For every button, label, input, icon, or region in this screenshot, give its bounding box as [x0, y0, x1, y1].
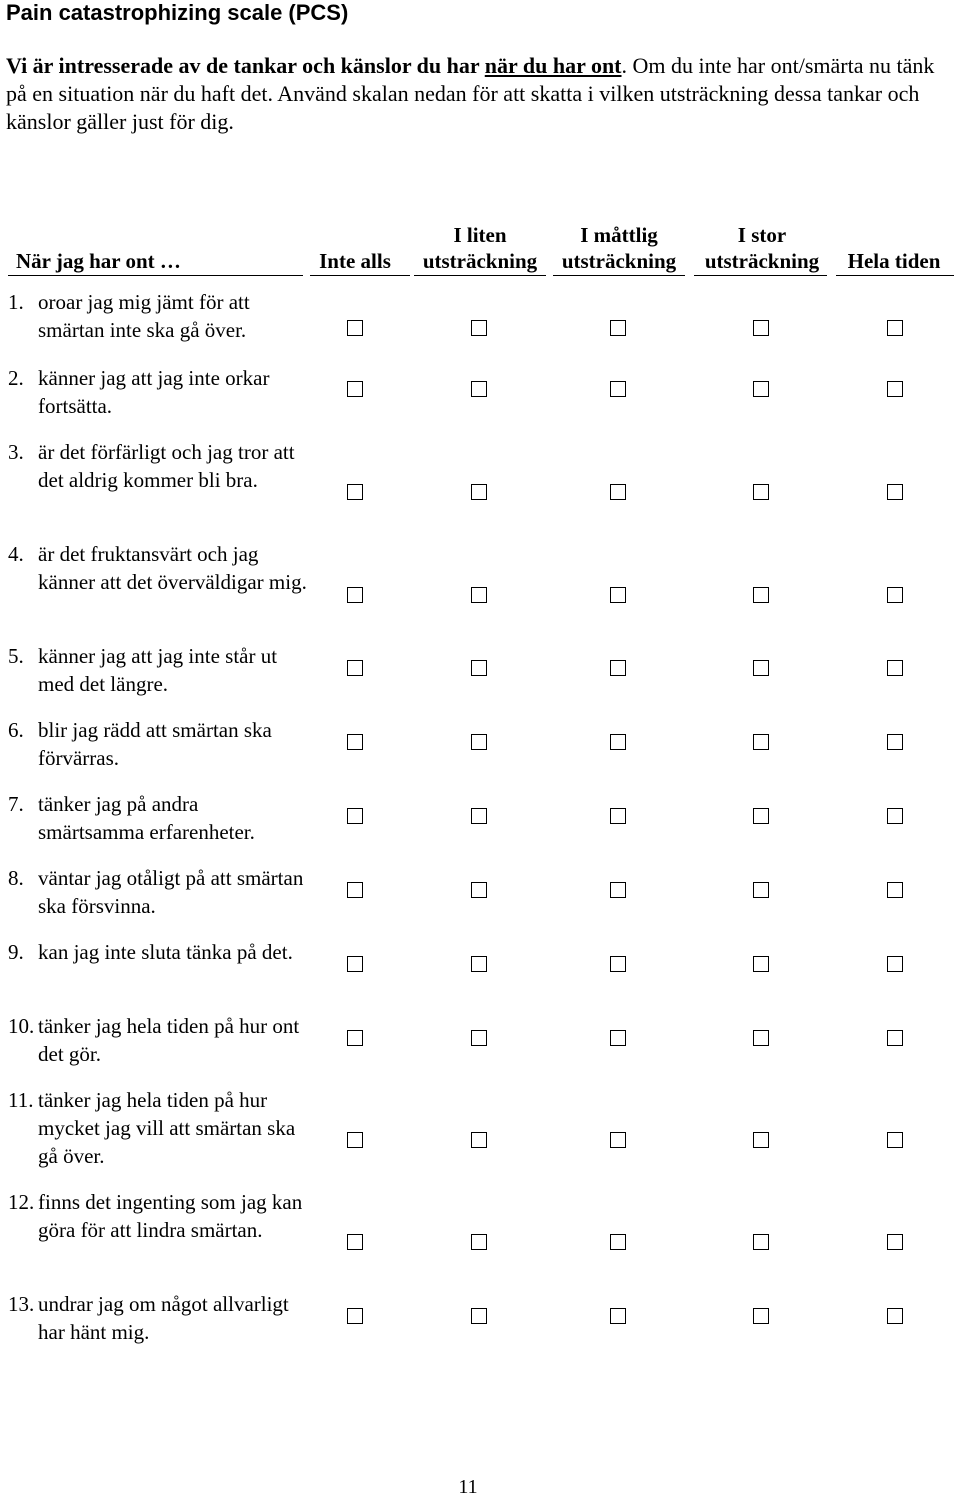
checkbox-item-13-col-3[interactable]: [610, 1308, 626, 1324]
checkbox-item-12-col-5[interactable]: [887, 1234, 903, 1250]
checkbox-item-4-col-2[interactable]: [471, 587, 487, 603]
checkbox-item-6-col-3[interactable]: [610, 734, 626, 750]
item-text: oroar jag mig jämt för att smärtan inte ska gå över.: [38, 290, 250, 342]
checkbox-item-6-col-1[interactable]: [347, 734, 363, 750]
checkbox-item-3-col-5[interactable]: [887, 484, 903, 500]
checkbox-item-2-col-5[interactable]: [887, 381, 903, 397]
item-number: 3.: [8, 440, 24, 464]
checkbox-item-12-col-2[interactable]: [471, 1234, 487, 1250]
intro-rest: Om du inte har ont/smärta nu tänk på en situation när du haft det. Använd skalan nedan för att skatta i vilken utsträckning dessa tankar och känslor gäller just för dig.: [6, 53, 935, 134]
checkbox-item-9-col-4[interactable]: [753, 956, 769, 972]
intro-bold: Vi är intresserade av de tankar och känslor du har: [6, 53, 485, 78]
checkbox-item-2-col-2[interactable]: [471, 381, 487, 397]
item-number: 12.: [8, 1190, 35, 1214]
page-number: 11: [458, 1476, 478, 1498]
checkbox-item-8-col-1[interactable]: [347, 882, 363, 898]
item-number: 8.: [8, 866, 24, 890]
checkbox-item-11-col-2[interactable]: [471, 1132, 487, 1148]
column-header-2: I måttlig utsträckning: [561, 223, 677, 273]
checkbox-item-7-col-3[interactable]: [610, 808, 626, 824]
checkbox-item-5-col-4[interactable]: [753, 660, 769, 676]
header-rule: [694, 275, 827, 276]
checkbox-item-11-col-1[interactable]: [347, 1132, 363, 1148]
checkbox-item-13-col-5[interactable]: [887, 1308, 903, 1324]
item-text: tänker jag hela tiden på hur ont det gör.: [38, 1014, 300, 1066]
header-rule: [836, 275, 954, 276]
item-text: väntar jag otåligt på att smärtan ska försvinna.: [38, 866, 304, 918]
column-header-3: I stor utsträckning: [704, 223, 820, 273]
checkbox-item-4-col-3[interactable]: [610, 587, 626, 603]
checkbox-item-3-col-1[interactable]: [347, 484, 363, 500]
checkbox-item-1-col-5[interactable]: [887, 320, 903, 336]
item-number: 1.: [8, 290, 24, 314]
checkbox-item-4-col-5[interactable]: [887, 587, 903, 603]
checkbox-item-1-col-3[interactable]: [610, 320, 626, 336]
checkbox-item-1-col-1[interactable]: [347, 320, 363, 336]
checkbox-item-12-col-4[interactable]: [753, 1234, 769, 1250]
item-text: tänker jag hela tiden på hur mycket jag vill att smärtan ska gå över.: [38, 1088, 296, 1168]
checkbox-item-9-col-2[interactable]: [471, 956, 487, 972]
checkbox-item-9-col-1[interactable]: [347, 956, 363, 972]
page-title: Pain catastrophizing scale (PCS): [6, 0, 349, 25]
column-header-0: Inte alls: [319, 249, 391, 273]
checkbox-item-2-col-3[interactable]: [610, 381, 626, 397]
checkbox-item-7-col-5[interactable]: [887, 808, 903, 824]
item-number: 11.: [8, 1088, 34, 1112]
item-text: känner jag att jag inte står ut med det längre.: [38, 644, 278, 696]
item-number: 13.: [8, 1292, 35, 1316]
column-header-4: Hela tiden: [847, 249, 941, 273]
checkbox-item-11-col-3[interactable]: [610, 1132, 626, 1148]
header-rule: [8, 275, 303, 276]
checkbox-item-8-col-5[interactable]: [887, 882, 903, 898]
checkbox-item-12-col-1[interactable]: [347, 1234, 363, 1250]
checkbox-item-9-col-5[interactable]: [887, 956, 903, 972]
checkbox-item-7-col-1[interactable]: [347, 808, 363, 824]
checkbox-item-3-col-3[interactable]: [610, 484, 626, 500]
intro-underlined: när du har ont: [484, 53, 622, 78]
item-number: 5.: [8, 644, 24, 668]
checkbox-item-10-col-5[interactable]: [887, 1030, 903, 1046]
checkbox-item-4-col-4[interactable]: [753, 587, 769, 603]
checkbox-item-10-col-2[interactable]: [471, 1030, 487, 1046]
intro-paragraph: [6, 52, 936, 136]
checkbox-item-1-col-2[interactable]: [471, 320, 487, 336]
checkbox-item-3-col-2[interactable]: [471, 484, 487, 500]
header-rule: [553, 275, 685, 276]
item-text: är det fruktansvärt och jag känner att det överväldigar mig.: [38, 542, 307, 594]
item-text: tänker jag på andra smärtsamma erfarenheter.: [38, 792, 255, 844]
checkbox-item-7-col-2[interactable]: [471, 808, 487, 824]
checkbox-item-11-col-4[interactable]: [753, 1132, 769, 1148]
checkbox-item-8-col-4[interactable]: [753, 882, 769, 898]
checkbox-item-1-col-4[interactable]: [753, 320, 769, 336]
checkbox-item-3-col-4[interactable]: [753, 484, 769, 500]
checkbox-item-5-col-5[interactable]: [887, 660, 903, 676]
item-text: är det förfärligt och jag tror att det aldrig kommer bli bra.: [38, 440, 295, 492]
checkbox-item-5-col-2[interactable]: [471, 660, 487, 676]
item-text: blir jag rädd att smärtan ska förvärras.: [38, 718, 272, 770]
checkbox-item-7-col-4[interactable]: [753, 808, 769, 824]
checkbox-item-10-col-3[interactable]: [610, 1030, 626, 1046]
item-text: finns det ingenting som jag kan göra för att lindra smärtan.: [38, 1190, 303, 1242]
checkbox-item-11-col-5[interactable]: [887, 1132, 903, 1148]
checkbox-item-13-col-4[interactable]: [753, 1308, 769, 1324]
header-rule: [414, 275, 546, 276]
checkbox-item-8-col-2[interactable]: [471, 882, 487, 898]
item-text: kan jag inte sluta tänka på det.: [38, 940, 293, 964]
checkbox-item-13-col-1[interactable]: [347, 1308, 363, 1324]
item-number: 9.: [8, 940, 24, 964]
item-number: 4.: [8, 542, 24, 566]
intro-period: .: [621, 53, 628, 78]
item-number: 7.: [8, 792, 24, 816]
item-number: 10.: [8, 1014, 35, 1038]
checkbox-item-2-col-1[interactable]: [347, 381, 363, 397]
item-number: 2.: [8, 366, 24, 390]
checkbox-item-6-col-2[interactable]: [471, 734, 487, 750]
checkbox-item-6-col-5[interactable]: [887, 734, 903, 750]
item-text: känner jag att jag inte orkar fortsätta.: [38, 366, 270, 418]
checkbox-item-6-col-4[interactable]: [753, 734, 769, 750]
column-header-1: I liten utsträckning: [422, 223, 538, 273]
checkbox-item-13-col-2[interactable]: [471, 1308, 487, 1324]
header-rule: [310, 275, 410, 276]
checkbox-item-5-col-3[interactable]: [610, 660, 626, 676]
checkbox-item-9-col-3[interactable]: [610, 956, 626, 972]
row-header: När jag har ont …: [16, 249, 181, 273]
checkbox-item-5-col-1[interactable]: [347, 660, 363, 676]
item-number: 6.: [8, 718, 24, 742]
checkbox-item-2-col-4[interactable]: [753, 381, 769, 397]
checkbox-item-4-col-1[interactable]: [347, 587, 363, 603]
checkbox-item-12-col-3[interactable]: [610, 1234, 626, 1250]
checkbox-item-8-col-3[interactable]: [610, 882, 626, 898]
checkbox-item-10-col-1[interactable]: [347, 1030, 363, 1046]
checkbox-item-10-col-4[interactable]: [753, 1030, 769, 1046]
item-text: undrar jag om något allvarligt har hänt mig.: [38, 1292, 289, 1344]
